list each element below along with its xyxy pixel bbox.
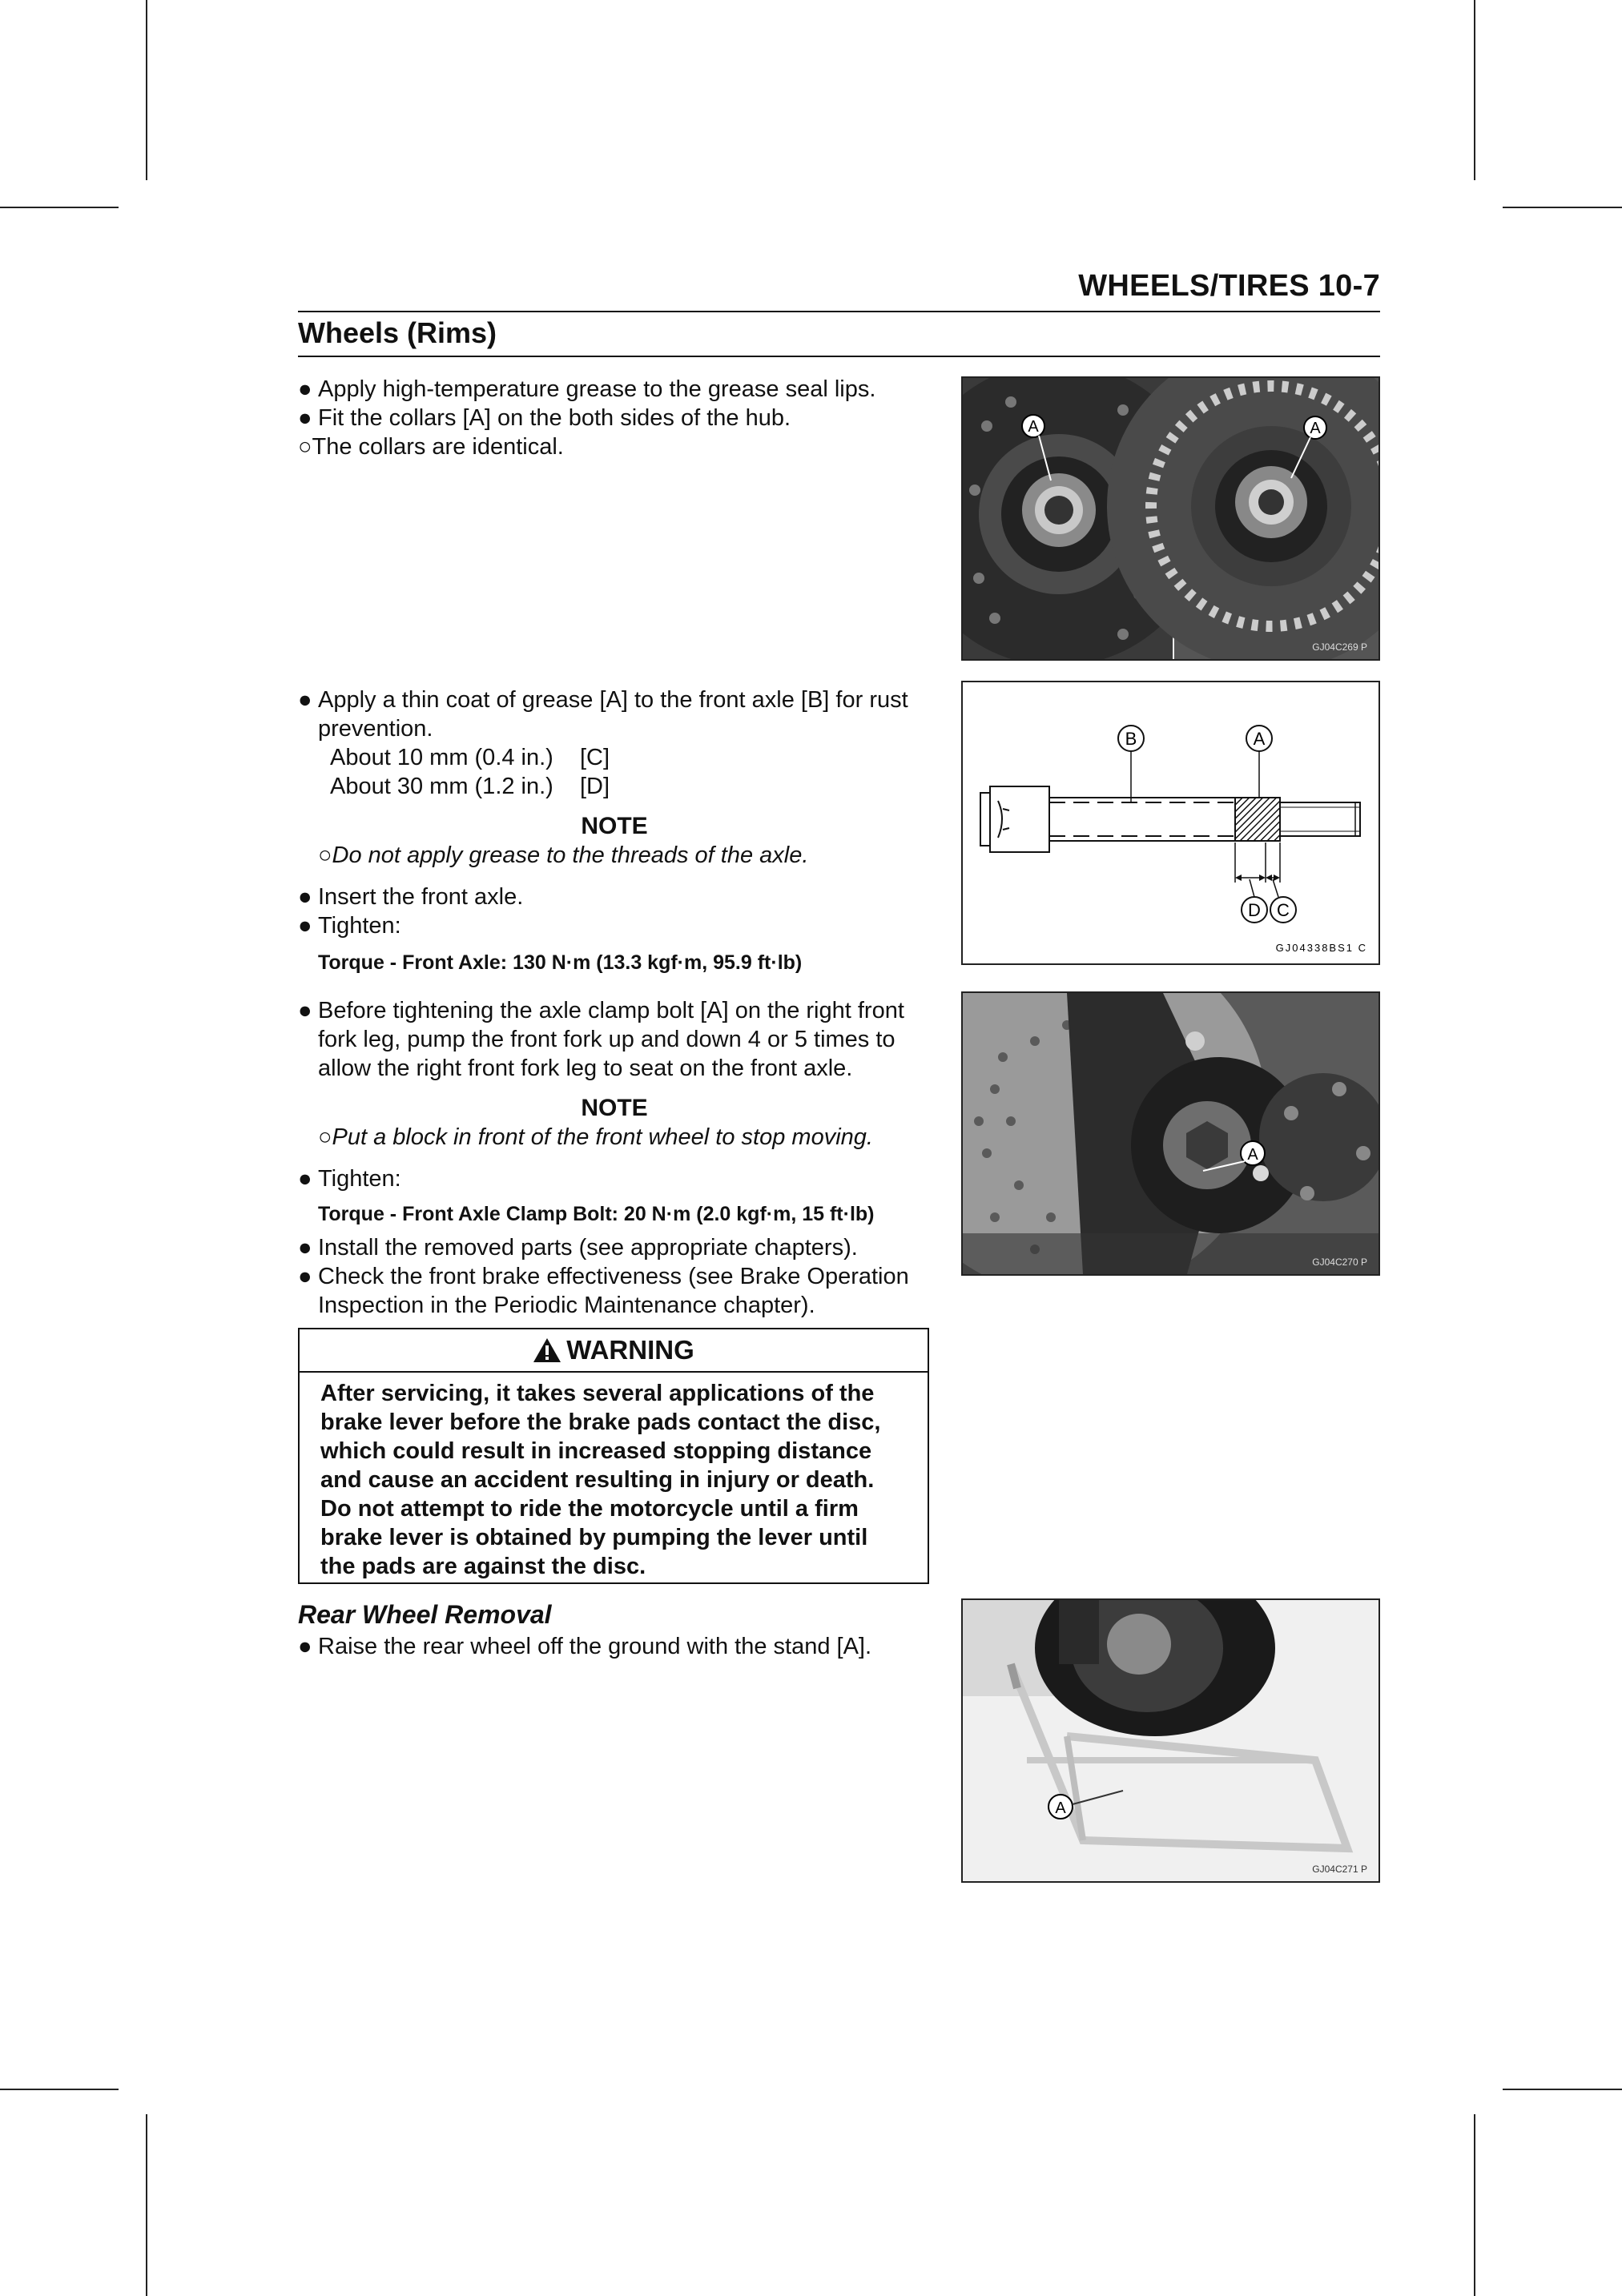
- bullet-mark: ●: [298, 1235, 312, 1261]
- figure-callout-label: A: [1247, 1146, 1258, 1164]
- bullet-mark: ●: [298, 1634, 312, 1659]
- figure-code: GJ04C270 P: [1312, 1257, 1367, 1268]
- bullet-mark: ●: [298, 884, 312, 910]
- list-item: ● Raise the rear wheel off the ground with the stand [A].: [298, 1634, 872, 1659]
- list-item: ● Install the removed parts (see appropriate chapters).: [298, 1235, 858, 1261]
- note-heading: NOTE: [581, 813, 648, 839]
- bullet-mark: ●: [298, 687, 312, 713]
- list-item: ● Tighten:: [298, 913, 401, 939]
- crop-mark: [1474, 0, 1475, 180]
- list-item: ● Apply high-temperature grease to the grease seal lips.: [298, 376, 876, 402]
- figure-callout-label: C: [1277, 900, 1290, 920]
- figure-rear-stand: [961, 1598, 1380, 1883]
- list-item: ● Check the front brake effectiveness (see Brake Operation: [298, 1264, 909, 1289]
- figure-code: GJ04338BS1 C: [1275, 942, 1367, 954]
- list-item: ● Tighten:: [298, 1166, 401, 1192]
- crop-mark: [1503, 207, 1622, 208]
- warning-triangle-icon: [533, 1337, 561, 1363]
- bullet-mark: ●: [298, 998, 312, 1023]
- figure-callout-label: A: [1310, 420, 1321, 437]
- warning-text: After servicing, it takes several applications of the brake lever before the brake pads contact the disc, which could result in increased stopping distance and cause an accident resulting in injury or death. Do not attempt to ride the motorcycle until a firm brake lever is obtained by pumping the lever until the pads are against the disc.: [320, 1381, 881, 1579]
- list-item: ● Before tightening the axle clamp bolt [A] on the right front: [298, 998, 904, 1023]
- figure-hub-collars: [961, 376, 1380, 661]
- title-rule: [298, 356, 1380, 357]
- header-rule: [298, 311, 1380, 312]
- spec-line: About 10 mm (0.4 in.) [C]: [330, 745, 610, 770]
- list-item: ● Fit the collars [A] on the both sides of the hub.: [298, 405, 791, 431]
- list-item-note: ○The collars are identical.: [298, 434, 564, 460]
- figure-callout-label: D: [1248, 900, 1261, 920]
- chapter-header: WHEELS/TIRES 10-7: [1078, 269, 1380, 303]
- page-title: Wheels (Rims): [298, 316, 497, 349]
- subsection-heading: Rear Wheel Removal: [298, 1600, 552, 1629]
- bullet-mark: ●: [298, 913, 312, 939]
- figure-code: GJ04C271 P: [1312, 1864, 1367, 1875]
- crop-mark: [146, 2114, 147, 2296]
- figure-code: GJ04C269 P: [1312, 641, 1367, 653]
- warning-box: [298, 1328, 929, 1584]
- warning-heading: WARNING: [300, 1329, 928, 1373]
- note-text: ○Put a block in front of the front wheel to stop moving.: [318, 1124, 873, 1150]
- list-item: ● Insert the front axle.: [298, 884, 524, 910]
- bullet-mark: ●: [298, 376, 312, 402]
- bullet-mark: ●: [298, 405, 312, 431]
- note-text: ○Do not apply grease to the threads of the axle.: [318, 842, 809, 868]
- figure-callout-label: A: [1055, 1799, 1066, 1817]
- torque-spec: Torque - Front Axle: 130 N·m (13.3 kgf·m, 95.9 ft·lb): [318, 951, 803, 974]
- note-heading: NOTE: [581, 1095, 648, 1121]
- text-block-3: ● Before tightening the axle clamp bolt [A] on the right front fork leg, pump the front fork up and down 4 or 5 times to allow the right front fork leg to seat on the front axle. NOTE ○Put a block in front of the front wheel to stop moving. ● Tighten: Torque - Front Axle Clamp Bolt: 20 N·m (2.0 kgf·m, 15 ft·lb) ● Install the removed parts (see appropriate chapters). ● Check the front brake effectiveness (see Brake Operation Inspection in the Periodic Maintenance chapter).: [298, 996, 939, 1320]
- bullet-mark: ●: [298, 1264, 312, 1289]
- list-item: ● Apply a thin coat of grease [A] to the front axle [B] for rust: [298, 687, 908, 713]
- crop-mark: [1474, 2114, 1475, 2296]
- figure-callout-label: A: [1253, 729, 1266, 749]
- crop-mark: [0, 207, 119, 208]
- torque-spec: Torque - Front Axle Clamp Bolt: 20 N·m (2.0 kgf·m, 15 ft·lb): [318, 1203, 875, 1225]
- text-block-2: ● Apply a thin coat of grease [A] to the front axle [B] for rust prevention. About 10 mm (0.4 in.) [C] About 30 mm (1.2 in.) [D] NOTE ○Do not apply grease to the threads of the axle. ● Insert the front axle. ● Tighten: Torque - Front Axle: 130 N·m (13.3 kgf·m, 95.9 ft·lb): [298, 686, 939, 977]
- crop-mark: [146, 0, 147, 180]
- bullet-mark: ●: [298, 1166, 312, 1192]
- figure-front-axle-diagram: [961, 681, 1380, 965]
- figure-callout-label: B: [1125, 729, 1137, 749]
- figure-axle-clamp-bolt: [961, 991, 1380, 1276]
- figure-callout-label: A: [1028, 418, 1039, 436]
- crop-mark: [1503, 2089, 1622, 2090]
- text-block-rear: [298, 1632, 939, 1661]
- crop-mark: [0, 2089, 119, 2090]
- text-block-1: [298, 375, 939, 461]
- spec-line: About 30 mm (1.2 in.) [D]: [330, 774, 610, 799]
